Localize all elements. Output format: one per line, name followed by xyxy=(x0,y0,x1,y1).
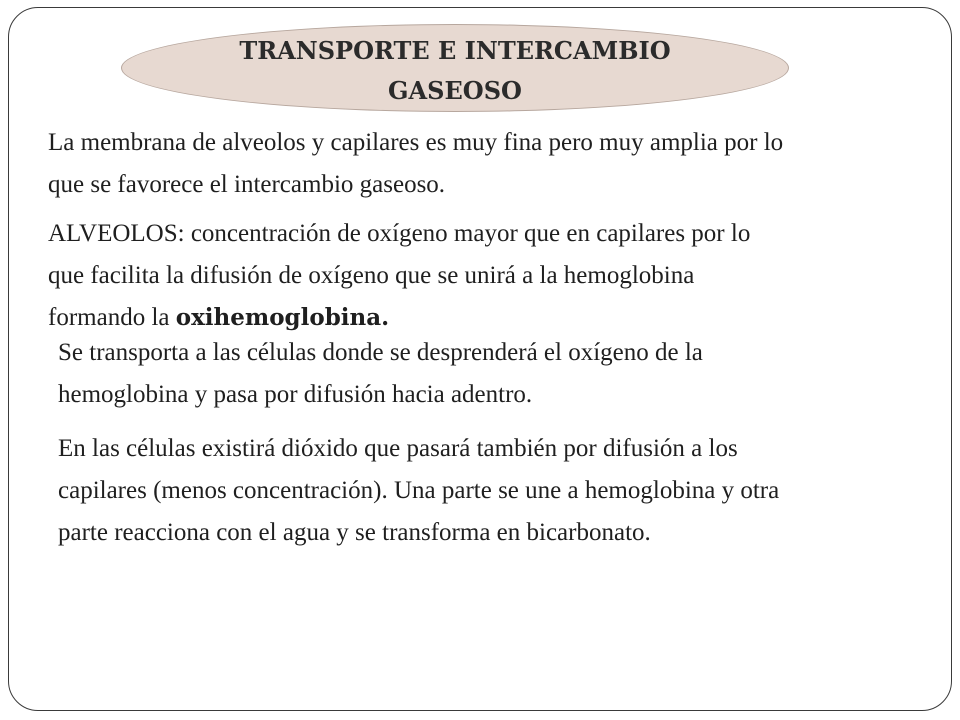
slide-title xyxy=(121,31,789,111)
oxihemoglobina-term: oxihemoglobina. xyxy=(175,304,390,331)
paragraph-line: En las células existirá dióxido que pasará también por difusión a los xyxy=(58,435,738,462)
paragraph-line: parte reacciona con el agua y se transforma en bicarbonato. xyxy=(58,519,651,546)
paragraph-line: ALVEOLOS: concentración de oxígeno mayor que en capilares por lo xyxy=(48,220,751,247)
paragraph-transport xyxy=(58,332,703,416)
paragraph-membrane xyxy=(48,122,783,206)
paragraph-line: que se favorece el intercambio gaseoso. xyxy=(48,171,446,198)
paragraph-cells xyxy=(58,428,779,554)
paragraph-line: Se transporta a las células donde se desprenderá el oxígeno de la xyxy=(58,339,703,366)
paragraph-alveolos xyxy=(48,213,750,339)
paragraph-line: que facilita la difusión de oxígeno que se unirá a la hemoglobina xyxy=(48,262,695,289)
title-line-1: TRANSPORTE E INTERCAMBIO xyxy=(239,36,671,65)
paragraph-line: hemoglobina y pasa por difusión hacia adentro. xyxy=(58,381,533,408)
paragraph-text: formando la xyxy=(48,304,176,331)
title-line-2: GASEOSO xyxy=(388,76,522,105)
paragraph-line: capilares (menos concentración). Una parte se une a hemoglobina y otra xyxy=(58,477,780,504)
paragraph-line: La membrana de alveolos y capilares es muy fina pero muy amplia por lo xyxy=(48,129,784,156)
